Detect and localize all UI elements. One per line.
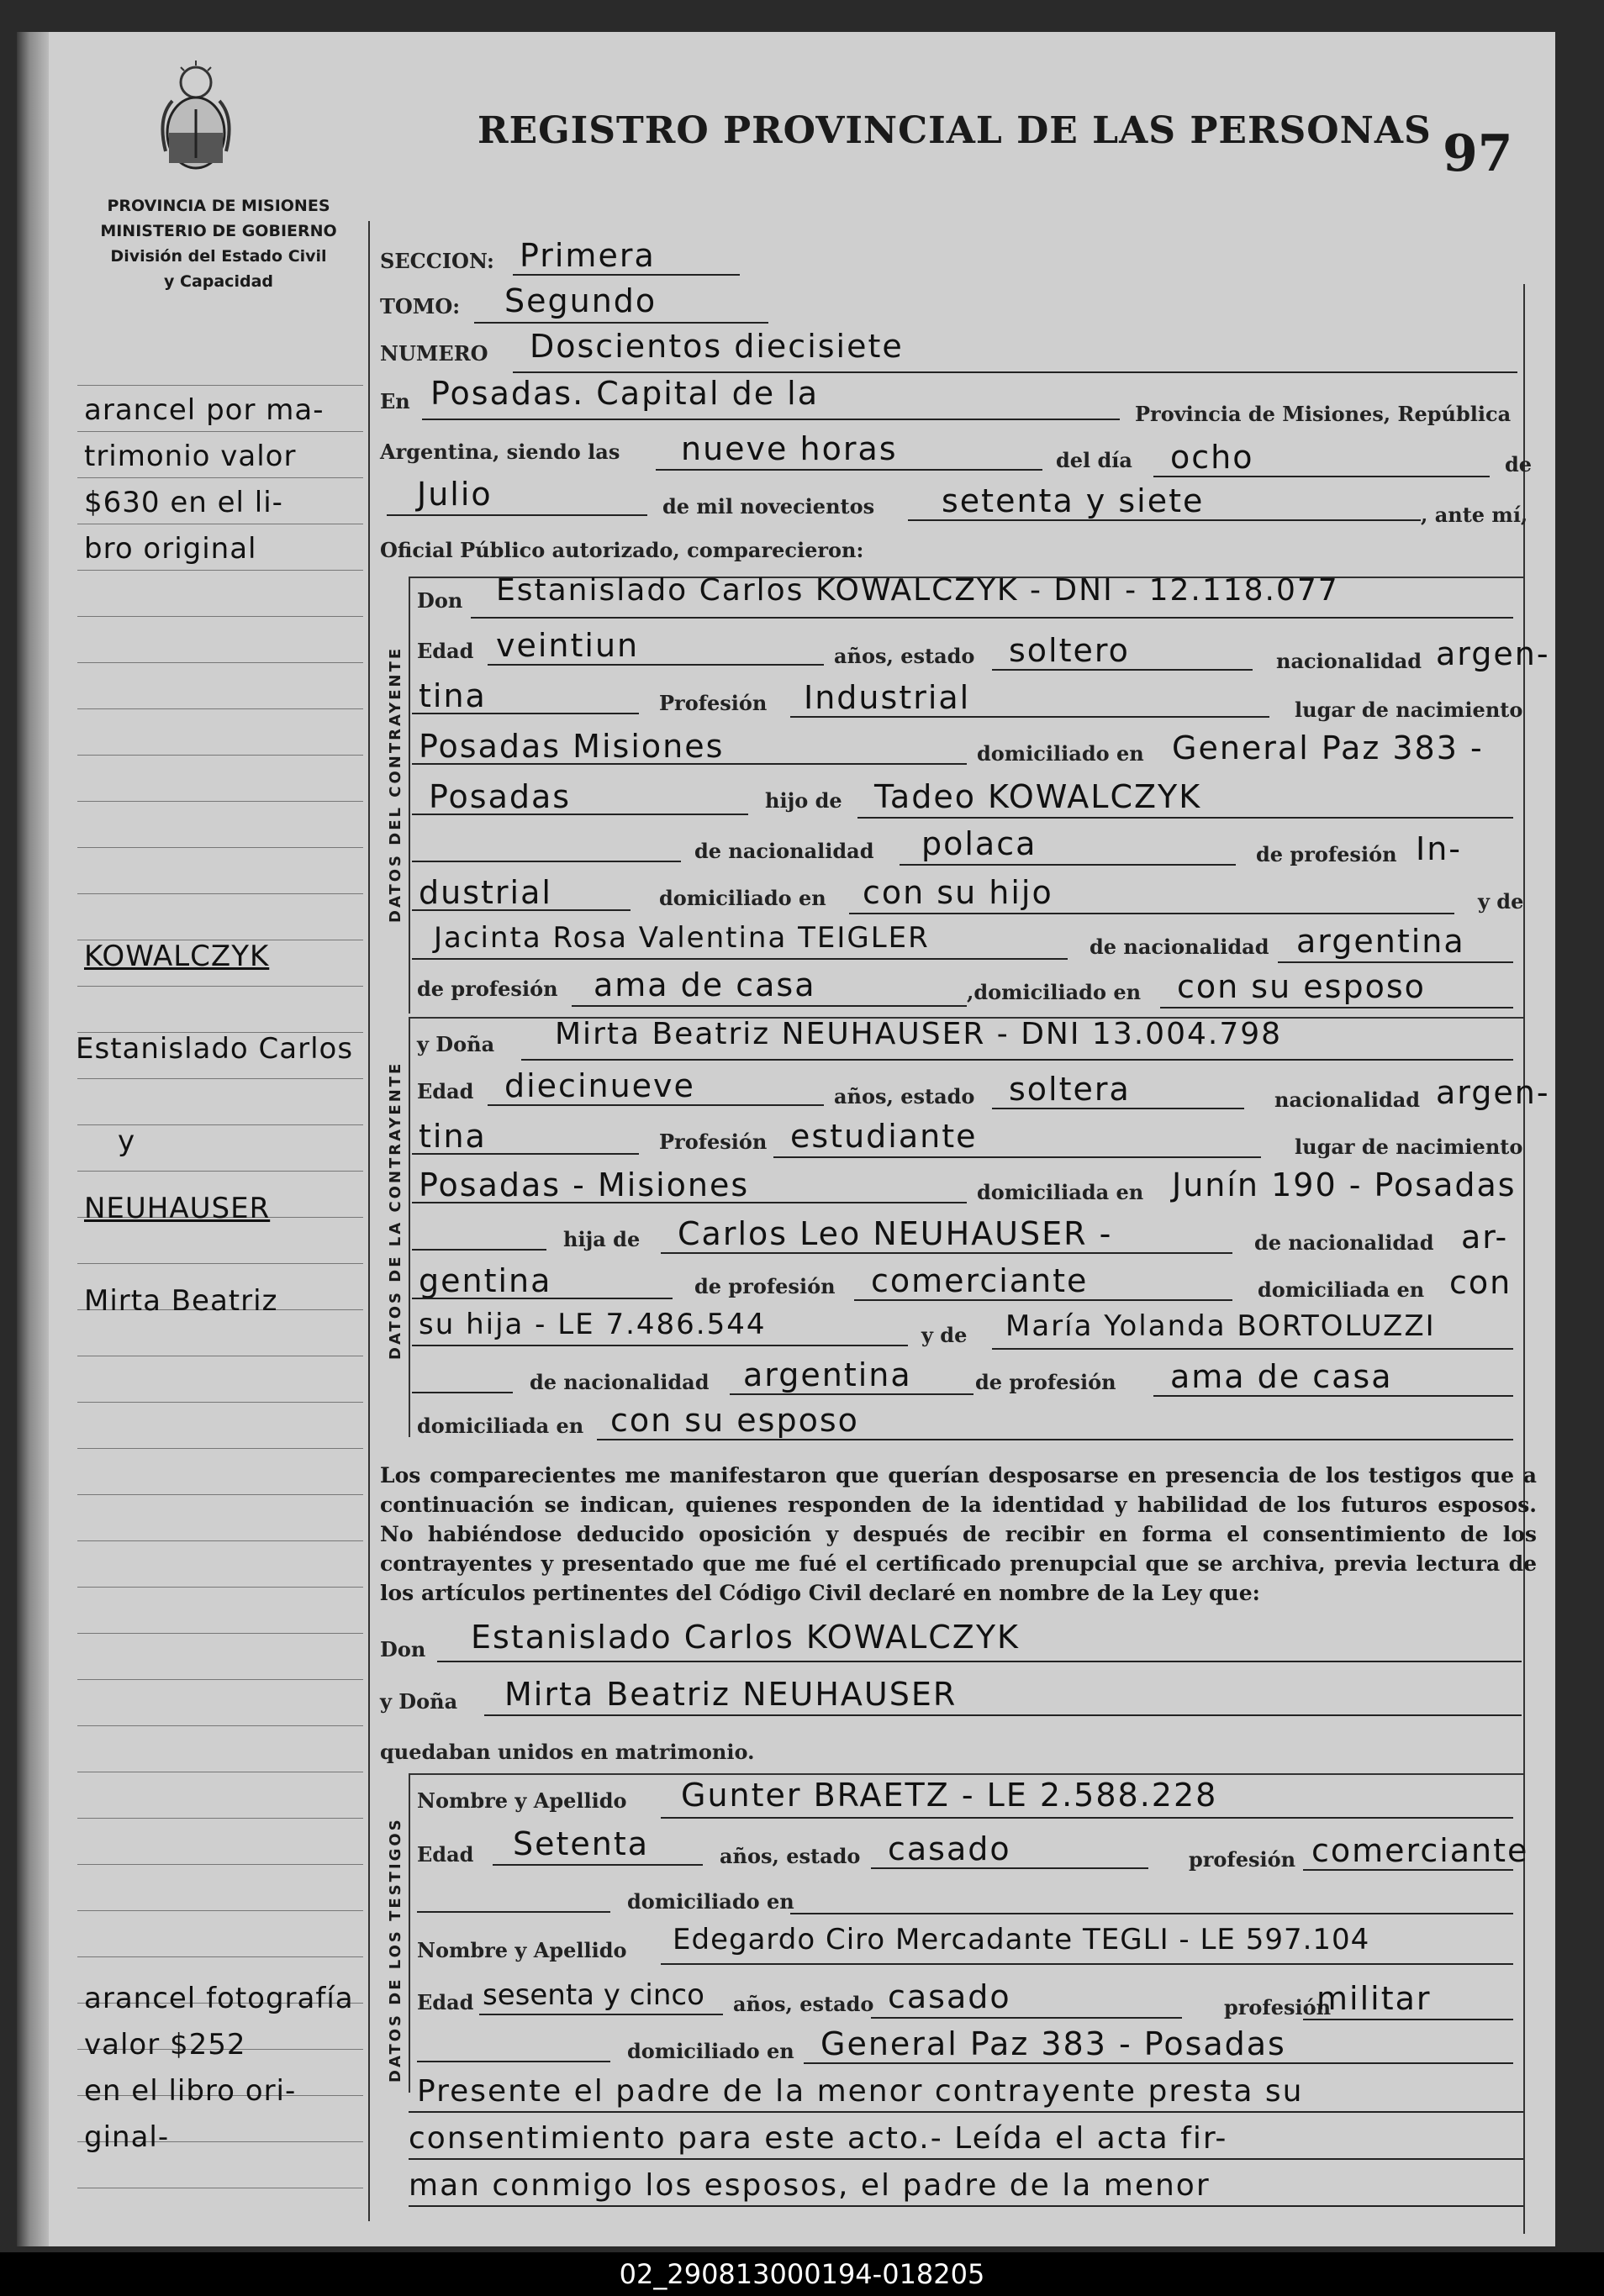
groom-madre-prof: ama de casa: [594, 966, 816, 1003]
label-numero: NUMERO: [380, 341, 488, 366]
witness2-profesion: militar: [1316, 1980, 1432, 2017]
underline: [790, 716, 1269, 718]
groom-padre: Tadeo KOWALCZYK: [874, 778, 1202, 815]
underline: [409, 2111, 1523, 2113]
underline: [409, 2158, 1523, 2160]
declaration-groom: Estanislado Carlos KOWALCZYK: [471, 1619, 1020, 1656]
label-domiciliada: domiciliada en: [1258, 1277, 1425, 1302]
label-edad: Edad: [417, 639, 474, 663]
label-nombre-apellido: Nombre y Apellido: [417, 1938, 627, 1962]
underline: [412, 1345, 908, 1346]
closing-line: consentimiento para este acto.- Leída el acta fir-: [409, 2121, 1228, 2156]
label-profesion: profesión: [1189, 1847, 1296, 1872]
margin-surname-bride: NEUHAUSER: [84, 1192, 271, 1225]
label-del-dia: del día: [1056, 448, 1132, 472]
margin-note-line: en el libro ori-: [84, 2074, 297, 2108]
coat-of-arms-icon: [156, 59, 236, 176]
witness2-nombre: Edegardo Ciro Mercadante TEGLI - LE 597.104: [673, 1923, 1370, 1956]
bride-nac1: argen-: [1436, 1074, 1550, 1111]
label-don: Don: [417, 588, 463, 613]
margin-ruled-line: [77, 755, 363, 756]
groom-padre-dom: con su hijo: [863, 874, 1053, 911]
margin-ruled-line: [77, 847, 363, 848]
label-domiciliada: domiciliada en: [977, 1180, 1144, 1204]
underline: [437, 1661, 1522, 1662]
underline: [661, 1252, 1232, 1254]
underline: [422, 419, 1120, 420]
underline: [513, 274, 740, 276]
label-edad: Edad: [417, 1990, 474, 2014]
office-line: División del Estado Civil: [110, 247, 327, 266]
value-tomo: Segundo: [504, 282, 657, 319]
label-de-profesion: de profesión: [1256, 842, 1397, 866]
label-domiciliado: domiciliado en: [627, 2039, 794, 2063]
label-tomo: TOMO:: [380, 294, 461, 319]
underline: [412, 1392, 513, 1393]
groom-nac2: tina: [419, 677, 487, 714]
underline: [479, 2014, 723, 2015]
underline: [471, 617, 1513, 619]
bride-padre-nac2: gentina: [419, 1262, 552, 1299]
bride-edad: diecinueve: [504, 1067, 695, 1104]
label-dom-en: ,domiciliado en: [967, 980, 1142, 1004]
margin-ruled-line: [77, 1679, 363, 1680]
witness1-estado: casado: [888, 1830, 1011, 1867]
underline: [484, 1714, 1522, 1716]
underline: [790, 1913, 1513, 1914]
groom-name: Estanislado Carlos KOWALCZYK - DNI - 12.118.077: [496, 573, 1339, 608]
label-de: de: [1505, 452, 1533, 477]
block-rule: [409, 1773, 1523, 1775]
underline: [412, 713, 639, 714]
underline: [412, 1153, 639, 1155]
groom-padre-prof2: dustrial: [419, 874, 552, 911]
underline: [409, 2205, 1523, 2207]
witness2-domicilio: General Paz 383 - Posadas: [820, 2025, 1286, 2062]
margin-note-line: $630 en el li-: [84, 486, 283, 519]
bride-madre: María Yolanda BORTOLUZZI: [1005, 1309, 1436, 1343]
underline: [521, 1059, 1513, 1061]
margin-ruled-line: [77, 570, 363, 571]
label-quedaban: quedaban unidos en matrimonio.: [380, 1740, 755, 1764]
label-y-de: y de: [921, 1323, 968, 1347]
bride-padre: Carlos Leo NEUHAUSER -: [678, 1215, 1113, 1252]
right-border: [1523, 284, 1525, 2234]
margin-ruled-line: [77, 616, 363, 617]
label-lugar-nac: lugar de nacimiento: [1295, 698, 1523, 722]
bride-profesion: estudiante: [790, 1118, 978, 1155]
margin-note-line: arancel fotografía: [84, 1982, 354, 2015]
label-de-nacionalidad: de nacionalidad: [530, 1370, 710, 1394]
bride-nac2: tina: [419, 1118, 487, 1155]
underline: [488, 1104, 824, 1106]
margin-ruled-line: [77, 1956, 363, 1957]
label-anos-estado: años, estado: [733, 1992, 874, 2016]
underline: [992, 669, 1253, 671]
underline: [513, 371, 1517, 373]
office-line: PROVINCIA DE MISIONES: [107, 197, 330, 215]
block-rule: [409, 577, 410, 1014]
block-rule: [409, 1773, 410, 2093]
bride-padre-prof: comerciante: [871, 1262, 1089, 1299]
closing-line: man conmigo los esposos, el padre de la menor: [409, 2168, 1211, 2203]
margin-ruled-line: [77, 431, 363, 432]
block-rule: [409, 1017, 410, 1437]
label-en: En: [380, 389, 410, 413]
value-hora: nueve horas: [681, 430, 898, 467]
bride-madre-nac: argentina: [743, 1356, 912, 1393]
groom-madre-dom: con su esposo: [1177, 968, 1426, 1005]
margin-ruled-line: [77, 662, 363, 663]
bride-estado: soltera: [1009, 1071, 1131, 1108]
bride-lugar-nac: Posadas - Misiones: [419, 1166, 750, 1203]
underline: [804, 2062, 1513, 2064]
margin-ruled-line: [77, 1633, 363, 1634]
groom-estado: soltero: [1009, 632, 1130, 669]
label-domiciliado: domiciliado en: [659, 886, 826, 910]
underline: [474, 322, 768, 324]
underline: [412, 763, 967, 765]
side-label-contrayente2: DATOS DE LA CONTRAYENTE: [387, 1061, 404, 1360]
margin-note-line: bro original: [84, 532, 257, 566]
label-de-mil: de mil novecientos: [662, 494, 875, 519]
underline: [412, 1249, 546, 1251]
underline: [597, 1439, 1513, 1440]
margin-ruled-line: [77, 708, 363, 709]
underline: [661, 1817, 1513, 1819]
label-de-nacionalidad: de nacionalidad: [1254, 1230, 1434, 1255]
label-de-profesion: de profesión: [694, 1274, 836, 1298]
label-anos-estado: años, estado: [834, 1084, 975, 1109]
side-label-contrayente: DATOS DEL CONTRAYENTE: [387, 645, 404, 923]
witness1-profesion: comerciante: [1311, 1832, 1529, 1869]
value-dia: ocho: [1170, 439, 1254, 476]
margin-ruled-line: [77, 1587, 363, 1588]
margin-ruled-line: [77, 1494, 363, 1495]
underline: [849, 913, 1454, 914]
underline: [871, 1867, 1148, 1869]
witness2-estado: casado: [888, 1978, 1011, 2015]
margin-conjunction: y: [118, 1124, 136, 1158]
side-label-testigos: DATOS DE LOS TESTIGOS: [387, 1817, 404, 2083]
margin-ruled-line: [77, 1910, 363, 1911]
margin-note-line: valor $252: [84, 2028, 246, 2062]
label-lugar-nac: lugar de nacimiento: [1295, 1135, 1523, 1159]
bride-madre-prof: ama de casa: [1170, 1358, 1393, 1395]
bride-padre-dom1: con: [1449, 1264, 1512, 1301]
office-line: y Capacidad: [164, 272, 273, 291]
margin-ruled-line: [77, 1171, 363, 1172]
label-de-nacionalidad: de nacionalidad: [1090, 935, 1269, 959]
groom-nac1: argen-: [1436, 635, 1550, 672]
margin-ruled-line: [77, 986, 363, 987]
label-profesion: profesión: [1224, 1995, 1332, 2020]
register-title: REGISTRO PROVINCIAL DE LAS PERSONAS: [478, 109, 1432, 152]
label-domiciliado: domiciliado en: [977, 741, 1144, 766]
underline: [661, 1963, 1513, 1965]
label-edad: Edad: [417, 1842, 474, 1867]
margin-ruled-line: [77, 477, 363, 478]
label-hija-de: hija de: [563, 1227, 641, 1251]
groom-padre-nac: polaca: [921, 825, 1037, 862]
margin-ruled-line: [77, 1818, 363, 1819]
label-profesion: Profesión: [659, 1130, 768, 1154]
bride-padre-nac1: ar-: [1461, 1219, 1509, 1256]
margin-ruled-line: [77, 893, 363, 894]
underline: [488, 664, 824, 666]
value-anio: setenta y siete: [942, 482, 1205, 519]
label-de-profesion: de profesión: [417, 977, 558, 1001]
margin-ruled-line: [77, 1725, 363, 1726]
underline: [656, 469, 1042, 471]
underline: [493, 1864, 703, 1866]
label-y-dona: y Doña: [417, 1032, 495, 1056]
margin-ruled-line: [77, 1448, 363, 1449]
bride-name: Mirta Beatriz NEUHAUSER - DNI 13.004.798: [555, 1017, 1283, 1051]
label-hijo-de: hijo de: [765, 788, 842, 813]
label-y-dona: y Doña: [380, 1689, 458, 1714]
underline: [1303, 1869, 1513, 1871]
office-line: MINISTERIO DE GOBIERNO: [100, 222, 337, 240]
margin-note-line: arancel por ma-: [84, 393, 324, 427]
underline: [412, 1202, 967, 1203]
margin-divider: [368, 221, 370, 2221]
label-nacionalidad: nacionalidad: [1276, 649, 1422, 673]
label-argentina-siendo: Argentina, siendo las: [380, 440, 620, 464]
label-anos-estado: años, estado: [720, 1844, 861, 1868]
witness1-edad: Setenta: [513, 1825, 650, 1862]
office-block: [67, 193, 370, 294]
groom-edad: veintiun: [496, 627, 640, 664]
underline: [900, 864, 1236, 866]
label-provincia: Provincia de Misiones, República: [1135, 402, 1512, 426]
label-seccion: SECCION:: [380, 249, 494, 273]
underline: [572, 1005, 967, 1007]
value-lugar: Posadas. Capital de la: [430, 375, 819, 412]
value-numero: Doscientos diecisiete: [530, 328, 904, 365]
declaration-text: Los comparecientes me manifestaron que querían desposarse en presencia de los testigos que a continuación se indican, quienes responden de la identidad y habilidad de los futuros esposos. No habiéndose deducido oposición y después de recibir en forma el consentimiento de los contrayentes y presentado que me fué el certificado prenupcial que se archiva, previa lectura de los artículos pertinentes del Código Civil declaré en nombre de la Ley que:: [380, 1463, 1537, 1605]
book-binding: [17, 32, 49, 2246]
underline: [1278, 961, 1513, 963]
label-y-de: y de: [1478, 889, 1524, 914]
groom-madre: Jacinta Rosa Valentina TEIGLER: [434, 921, 930, 955]
margin-surname-groom: KOWALCZYK: [84, 940, 270, 973]
underline: [871, 2017, 1182, 2019]
margin-given-groom: Estanislado Carlos: [76, 1032, 354, 1066]
label-domiciliado: domiciliado en: [627, 1889, 794, 1914]
label-nacionalidad: nacionalidad: [1274, 1087, 1421, 1112]
bride-padre-dom2: su hija - LE 7.486.544: [419, 1308, 767, 1341]
groom-profesion: Industrial: [804, 679, 971, 716]
closing-line: Presente el padre de la menor contrayente presta su: [417, 2074, 1304, 2109]
label-don: Don: [380, 1637, 426, 1661]
label-ante-mi: , ante mí,: [1421, 503, 1528, 527]
underline: [857, 817, 1513, 819]
underline: [417, 2061, 610, 2062]
label-de-nacionalidad: de nacionalidad: [694, 839, 874, 863]
underline: [730, 1393, 973, 1395]
underline: [412, 909, 631, 911]
margin-ruled-line: [77, 1078, 363, 1079]
margin-ruled-line: [77, 1864, 363, 1865]
underline: [412, 861, 681, 862]
margin-note-line: ginal-: [84, 2120, 170, 2154]
underline: [1303, 2019, 1513, 2020]
label-de-profesion: de profesión: [975, 1370, 1116, 1394]
underline: [387, 514, 647, 516]
declaration-bride: Mirta Beatriz NEUHAUSER: [504, 1676, 958, 1713]
margin-ruled-line: [77, 385, 363, 386]
margin-ruled-line: [77, 1263, 363, 1264]
bride-madre-dom: con su esposo: [610, 1402, 859, 1439]
label-domiciliada: domiciliada en: [417, 1414, 584, 1438]
bride-domicilio: Junín 190 - Posadas: [1172, 1166, 1517, 1203]
groom-lugar-nac: Posadas Misiones: [419, 728, 725, 765]
label-profesion: Profesión: [659, 691, 768, 715]
margin-given-bride: Mirta Beatriz: [84, 1284, 278, 1318]
groom-domicilio2: Posadas: [429, 778, 572, 815]
underline: [908, 519, 1421, 521]
footer-image-id: 02_290813000194-018205: [0, 2252, 1604, 2296]
underline: [1153, 1395, 1513, 1397]
underline: [417, 1911, 610, 1913]
underline: [992, 1108, 1244, 1109]
groom-madre-nac: argentina: [1296, 923, 1465, 960]
underline: [1160, 1007, 1513, 1008]
witness2-edad: sesenta y cinco: [483, 1978, 704, 2012]
groom-domicilio1: General Paz 383 -: [1172, 729, 1484, 766]
register-page: [17, 32, 1555, 2246]
label-oficial: Oficial Público autorizado, comparecieron:: [380, 538, 864, 562]
label-edad: Edad: [417, 1079, 474, 1103]
margin-ruled-line: [77, 801, 363, 802]
groom-padre-prof1: In-: [1416, 830, 1463, 867]
underline: [412, 1298, 673, 1299]
margin-note-line: trimonio valor: [84, 440, 297, 473]
value-seccion: Primera: [520, 237, 656, 274]
witness1-nombre: Gunter BRAETZ - LE 2.588.228: [681, 1777, 1218, 1814]
underline: [992, 1348, 1513, 1350]
label-anos-estado: años, estado: [834, 644, 975, 668]
margin-ruled-line: [77, 1402, 363, 1403]
underline: [773, 1156, 1261, 1158]
underline: [854, 1299, 1232, 1301]
margin-ruled-line: [77, 1540, 363, 1541]
page-number: 97: [1443, 124, 1513, 183]
label-nombre-apellido: Nombre y Apellido: [417, 1788, 627, 1813]
underline: [412, 814, 748, 815]
underline: [1153, 476, 1490, 477]
value-mes: Julio: [417, 476, 493, 513]
underline: [412, 958, 1068, 960]
